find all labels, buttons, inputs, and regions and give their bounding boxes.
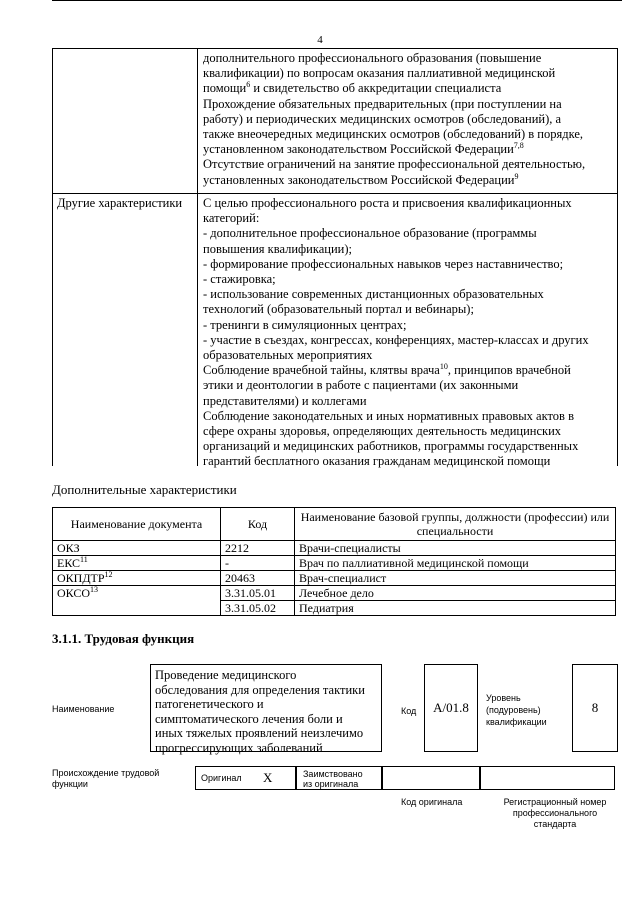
text-line: работу) и периодических медицинских осмотров (обследований), а xyxy=(203,111,562,126)
text-line: - использование современных дистанционных образовательных xyxy=(203,287,544,302)
column-header: Наименование документа xyxy=(53,508,221,541)
text-line: Отсутствие ограничений на занятие профессиональной деятельностью, xyxy=(203,157,586,172)
text-line: повышения квалификации); xyxy=(203,241,352,256)
code-original-label: Код оригинала xyxy=(401,797,463,807)
column-header: Код xyxy=(221,508,295,541)
text-line: сфере охраны здоровья, определяющих деятельность медицинских xyxy=(203,424,562,439)
origin-row xyxy=(195,766,615,790)
footnote-ref: 6 xyxy=(246,80,251,90)
text-line: - стажировка; xyxy=(203,272,276,287)
characteristics-table xyxy=(52,48,618,469)
level-label: Уровень (подуровень) квалификации xyxy=(486,693,547,727)
table-cell: 2212 xyxy=(221,541,295,556)
footnote-ref: 13 xyxy=(90,585,99,595)
text-line: - дополнительное профессиональное образование (программы xyxy=(203,226,537,241)
text-line: организаций и медицинских работников, программы государственных xyxy=(203,439,579,454)
text-line: представителями) и коллегами xyxy=(203,393,367,408)
text-line: - участие в съездах, конгрессах, конференциях, мастер-классах и других xyxy=(203,332,589,347)
reg-number-cell xyxy=(480,766,615,790)
level-value-box xyxy=(572,664,618,752)
table-cell: - xyxy=(221,556,295,571)
footnote-ref: 7,8 xyxy=(513,141,524,151)
column-header: Наименование базовой группы, должности (профессии) или специальности xyxy=(295,508,616,541)
section-title: Дополнительные характеристики xyxy=(52,482,237,497)
additional-characteristics-table xyxy=(52,507,616,616)
table-row xyxy=(53,556,616,571)
table-cell: ОКПДТР$^{12}$ xyxy=(53,571,221,586)
text-line: технологий (образовательный портал и вебинары); xyxy=(203,302,474,317)
borrowed-label: Заимствовано из оригинала xyxy=(296,766,382,790)
table-cell: ОКСО$^{13}$ xyxy=(53,586,221,601)
origin-label: Происхождение трудовой функции xyxy=(52,768,160,789)
row-label xyxy=(53,49,198,193)
code-label: Код xyxy=(401,706,417,716)
text-line: установленном законодательством Российской Федерации$^{7,8}$ xyxy=(203,141,524,157)
table-cell: ОКЗ xyxy=(53,541,221,556)
table-row xyxy=(53,571,616,586)
text-line: гарантий бесплатного оказания гражданам медицинской помощи xyxy=(203,454,551,469)
table-cell: Врачи-специалисты xyxy=(295,541,616,556)
text-line: С целью профессионального роста и присвоения квалификационных xyxy=(203,196,572,210)
code-original-cell xyxy=(382,766,480,790)
text-line: - формирование профессиональных навыков через наставничество; xyxy=(203,256,564,271)
text-line: Прохождение обязательных предварительных (при поступлении на xyxy=(203,96,562,111)
reg-number-label: Регистрационный номер профессионального стандарта xyxy=(503,797,607,829)
table-cell: Педиатрия xyxy=(295,601,616,616)
text-line: установленных законодательством Российской Федерации$^9$ xyxy=(203,171,519,187)
footnote-ref: 10 xyxy=(439,362,448,372)
function-name-box xyxy=(150,664,382,755)
row-content xyxy=(198,49,617,193)
text-line: этики и деонтологии в работе с пациентами (их законными xyxy=(203,378,519,393)
page-number: 4 xyxy=(317,34,323,46)
footnote-ref: 11 xyxy=(80,555,88,564)
top-rule xyxy=(52,0,622,2)
footnote-ref: 9 xyxy=(514,171,519,181)
table-row xyxy=(53,601,616,616)
code-value: А/01.8 xyxy=(433,700,469,715)
text-line: категорий: xyxy=(203,211,260,226)
table-row xyxy=(53,586,616,601)
text-line: дополнительного профессионального образования (повышение xyxy=(203,51,542,65)
table-cell: Врач-специалист xyxy=(295,571,616,586)
table-header-row xyxy=(53,508,616,541)
table-row xyxy=(53,193,617,469)
original-label: Оригинал xyxy=(195,766,263,790)
text-line: иных тяжелых проявлений неизлечимо xyxy=(155,726,364,740)
name-label: Наименование xyxy=(52,704,115,714)
row-label: Другие характеристики xyxy=(53,194,198,466)
text-line: симптоматического лечения боли и xyxy=(155,711,343,726)
table-cell: Лечебное дело xyxy=(295,586,616,601)
original-mark: X xyxy=(263,766,296,790)
level-value: 8 xyxy=(591,700,599,715)
table-cell: 3.31.05.01 xyxy=(221,586,295,601)
text-line: Проведение медицинского xyxy=(155,668,297,682)
table-row xyxy=(53,541,616,556)
table-row xyxy=(53,49,617,193)
text-line: Соблюдение законодательных и иных нормативных правовых актов в xyxy=(203,408,574,423)
table-cell: 3.31.05.02 xyxy=(221,601,295,616)
row-content xyxy=(198,194,617,469)
table-cell: 20463 xyxy=(221,571,295,586)
table-cell: Врач по паллиативной медицинской помощи xyxy=(295,556,616,571)
text-line: прогрессирующих заболеваний xyxy=(155,740,323,755)
table-cell xyxy=(53,601,221,616)
text-line: Соблюдение врачебной тайны, клятвы врача$^{10}$, принципов врачебной xyxy=(203,362,571,378)
function-heading: 3.1.1. Трудовая функция xyxy=(52,631,195,646)
text-line: также внеочередных медицинских осмотров (обследований) в порядке, xyxy=(203,127,584,142)
text-line: патогенетического и xyxy=(155,697,264,711)
table-cell: ЕКС$^{11}$ xyxy=(53,556,221,571)
text-line: образовательных мероприятиях xyxy=(203,348,373,363)
text-line: - тренинги в симуляционных центрах; xyxy=(203,317,407,332)
text-line: помощи$^6$ и свидетельство об аккредитации специалиста xyxy=(203,80,502,96)
code-value-box xyxy=(424,664,478,752)
footnote-ref: 12 xyxy=(104,570,113,579)
text-line: обследования для определения тактики xyxy=(155,682,365,697)
text-line: квалификации) по вопросам оказания паллиативной медицинской xyxy=(203,66,556,81)
